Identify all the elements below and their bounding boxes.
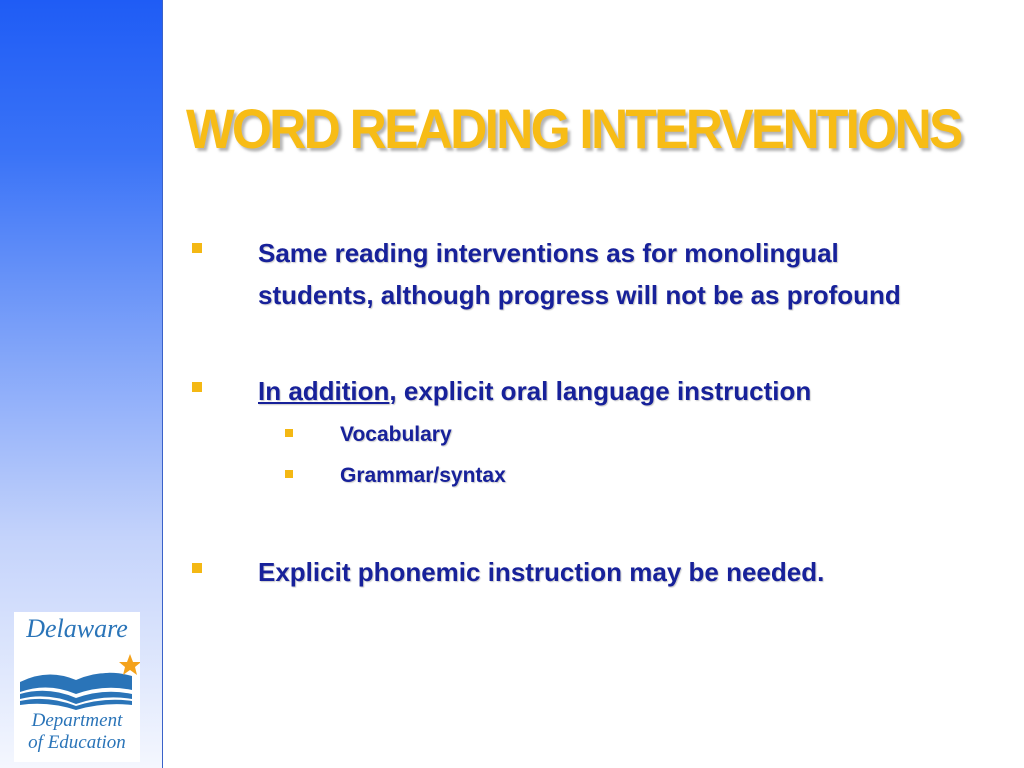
emphasis-text: In addition [258, 376, 390, 406]
slide-title: WORD READING INTERVENTIONS [186, 97, 961, 160]
sub-bullet-marker [285, 429, 293, 437]
bullet-marker [192, 243, 202, 253]
sub-bullet-text: Grammar/syntax [340, 464, 506, 487]
bullet-marker [192, 563, 202, 573]
bullet-text [258, 370, 811, 412]
bullet-line: Same reading interventions as for monolingual [258, 238, 839, 268]
logo-sub-line1: Department [31, 710, 123, 731]
bullet-line: students, although progress will not be as profound [258, 280, 901, 310]
bullet-text-rest: , explicit oral language instruction [389, 376, 812, 406]
bullet-marker [192, 382, 202, 392]
sub-bullet-text: Vocabulary [340, 423, 452, 446]
bullet-text [258, 232, 901, 316]
logo-sub-line2: of Education [28, 732, 126, 753]
bullet-text: Explicit phonemic instruction may be needed. [258, 557, 825, 587]
sub-bullet-marker [285, 470, 293, 478]
logo-wordmark: Delaware [26, 614, 128, 643]
